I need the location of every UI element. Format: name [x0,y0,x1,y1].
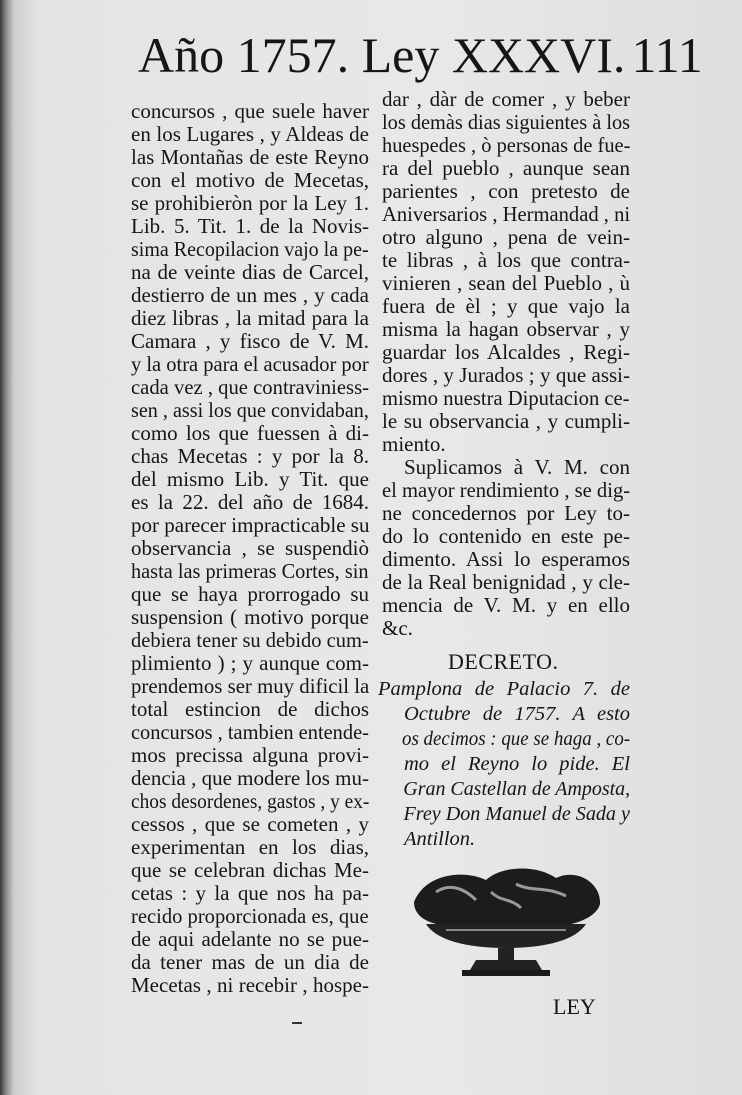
text-line: que se celebran dichas Me- [131,858,369,882]
text-line: guardar los Alcaldes , Regi- [382,340,630,364]
text-line: Frey Don Manuel de Sada y [403,803,630,825]
text-line: misma la hagan observar , y [382,317,630,341]
text-line: experimentan en los dias, [131,835,369,859]
decree-heading: DECRETO. [448,649,559,674]
text-line: las Montañas de este Reyno [131,145,369,169]
text-line: dencia , que modere los mu- [131,766,369,790]
text-line: Aniversarios , Hermandad , ni [382,202,631,226]
page-number: 111 [631,27,703,83]
text-line: vinieren , sean del Pueblo , ù [382,271,630,295]
text-line: total estincion de dichos [131,697,369,721]
text-line: y la otra para el acusador por [131,352,369,376]
text-line: mos precissa alguna provi- [131,743,369,767]
text-line: en los Lugares , y Aldeas de [131,122,369,146]
page-header [138,27,703,83]
text-line: mo el Reyno lo pide. El [404,753,630,775]
text-line: te libras , à los que contra- [382,248,630,272]
right-column [382,88,630,640]
text-line: na de veinte dias de Carcel, [131,260,369,284]
text-line: suspension ( motivo porque [131,605,369,629]
text-line: ra del pueblo , aunque sean [382,156,630,180]
catchword: LEY [553,994,596,1019]
text-line: cetas : y la que nos ha pa- [131,881,369,905]
text-line: Camara , y fisco de V. M. [131,329,369,353]
text-line: por parecer impracticable su [131,513,370,537]
text-line: os decimos : que se haga , co- [402,728,631,750]
text-line: destierro de un mes , y cada [131,283,369,307]
text-line: debiera tener su debido cum- [131,628,369,652]
text-line: plimiento ) ; y aunque com- [131,651,369,675]
text-line: concursos , tambien entende- [131,720,369,744]
text-line: de la Real benignidad , y cle- [382,570,630,594]
text-line: miento. [382,432,446,456]
text-line: ne concedernos por Ley to- [382,501,630,525]
text-line: concursos , que suele haver [131,99,369,123]
text-line: sen , assi los que convidaban, [131,398,369,422]
text-line: parientes , con pretesto de [382,179,630,203]
text-line: Antillon. [404,828,476,850]
text-line: dores , y Jurados ; y que assi- [382,363,630,387]
text-line: que se haya prorrogado su [131,582,369,606]
text-line: los demàs dias siguientes à los [382,110,631,134]
text-line: hasta las primeras Cortes, sin [131,559,369,583]
text-line: del mismo Lib. y Tit. que [131,467,369,491]
text-line: fuera de èl ; y que vajo la [382,294,630,318]
text-line: le su observancia , y cumpli- [382,409,630,433]
text-line: Octubre de 1757. A esto [404,703,630,725]
text-line: huespedes , ò personas de fue- [382,133,631,157]
text-line: dar , dàr de comer , y beber [382,87,630,111]
text-line: recido proporcionada es, que [131,904,369,928]
left-column [131,100,369,997]
text-line: es la 22. del año de 1684. [131,490,369,514]
text-line: mismo nuestra Diputacion ce- [382,386,630,410]
text-line: de aqui adelante no se pue- [131,927,369,951]
text-line: se prohibieròn por la Ley 1. [131,191,369,215]
text-line: Pamplona de Palacio 7. de [378,678,630,700]
text-line: observancia , se suspendiò [131,536,369,560]
decree-text [378,677,630,852]
text-line: Suplicamos à V. M. con [404,455,630,479]
text-line: Gran Castellan de Amposta, [403,778,631,800]
text-line: da tener mas de un dia de [131,950,369,974]
running-title: Año 1757. Ley XXXVI. [138,27,626,83]
text-line: chos desordenes, gastos , y ex- [131,789,370,813]
text-line: el mayor rendimiento , se dig- [382,478,631,502]
text-line: chas Mecetas : y por la 8. [131,444,369,468]
text-line: diez libras , la mitad para la [131,306,369,330]
text-line: cessos , que se cometen , y [131,812,369,836]
signature-mark [292,1022,302,1024]
text-line: sima Recopilacion vajo la pe- [131,237,369,261]
urn-ornament-woodcut [406,862,606,982]
text-line: Lib. 5. Tit. 1. de la Novis- [131,214,369,238]
text-line: do lo contenido en este pe- [382,524,630,548]
text-line: dimento. Assi lo esperamos [382,547,630,571]
text-line: Mecetas , ni recebir , hospe- [131,973,369,997]
text-line: mencia de V. M. y en ello [382,593,630,617]
text-line: prendemos ser muy dificil la [131,674,370,698]
text-line: como los que fuessen à di- [131,421,369,445]
text-line: cada vez , que contraviniess- [131,375,369,399]
text-line: otro alguno , pena de vein- [382,225,630,249]
text-line: &c. [382,616,413,640]
text-line: con el motivo de Mecetas, [131,168,369,192]
